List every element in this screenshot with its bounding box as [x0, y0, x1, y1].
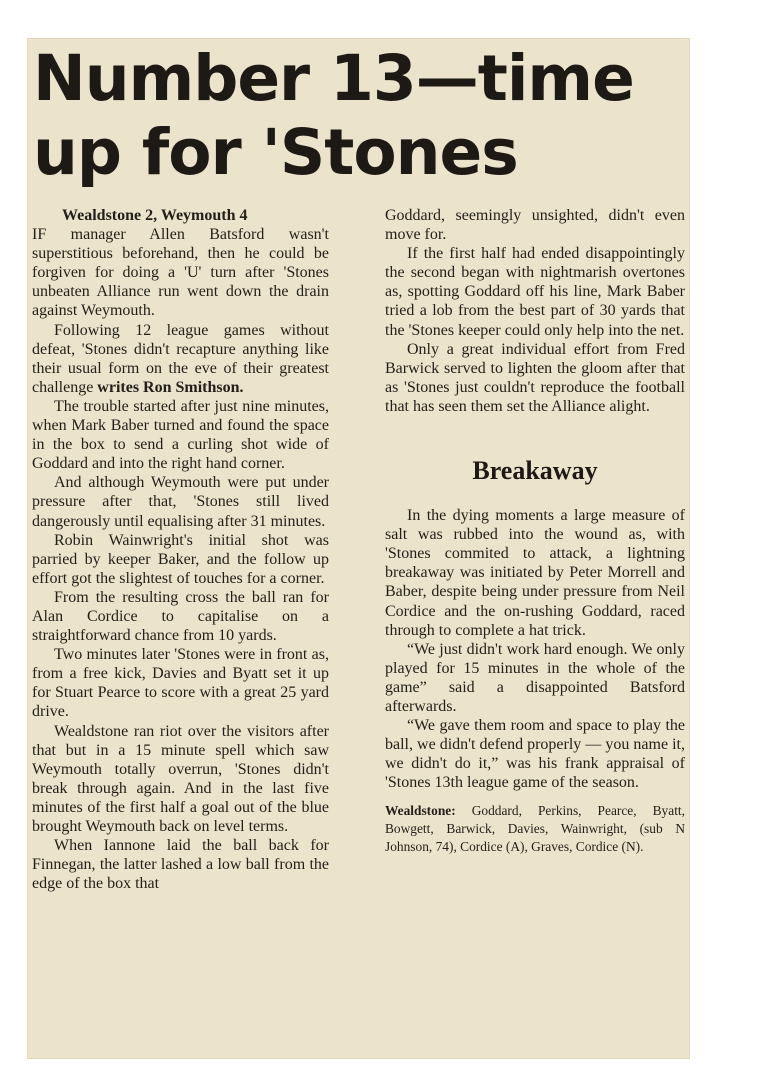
article-column-right — [385, 206, 685, 856]
paragraph: “We just didn't work hard enough. We only played for 15 minutes in the whole of the game” said a disappointed Batsford afterwards. — [385, 640, 685, 715]
paragraph: “We gave them room and space to play the ball, we didn't defend properly — you name it, we didn't do it,” was his frank appraisal of 'Stones 13th league game of the season. — [385, 717, 685, 792]
byline: writes Ron Smithson. — [97, 378, 244, 396]
article-column-left — [32, 206, 329, 893]
team-lineup — [385, 802, 685, 856]
paragraph: IF manager Allen Batsford wasn't superstitious beforehand, then he could be forgiven for doing a 'U' turn after 'Stones unbeaten Alliance run went down the drain against Weymouth. — [32, 226, 329, 320]
paragraph-text: Following 12 league games without defeat, 'Stones didn't recapture anything like their usual form on the eve of their greatest challenge — [32, 321, 329, 396]
subheading: Breakaway — [472, 456, 598, 486]
newspaper-clipping — [27, 38, 690, 1059]
paragraph: The trouble started after just nine minutes, when Mark Baber turned and found the space in the box to send a curling shot wide of Goddard and into the right hand corner. — [32, 397, 329, 473]
paragraph: Robin Wainwright's initial shot was parried by keeper Baker, and the follow up effort got the slightest of touches for a corner. — [32, 531, 329, 587]
article-headline: Number 13—time up for 'Stones — [33, 42, 634, 189]
paragraph: Only a great individual effort from Fred Barwick served to lighten the gloom after that as 'Stones just couldn't reproduce the football that has seen them set the Alliance alight. — [385, 340, 685, 415]
paragraph: And although Weymouth were put under pressure after that, 'Stones still lived dangerously until equalising after 31 minutes. — [32, 474, 329, 530]
paragraph: Goddard, seemingly unsighted, didn't even move for. — [385, 207, 685, 244]
paragraph — [32, 321, 329, 397]
team-list: Goddard, Perkins, Pearce, Byatt, Bowgett, Barwick, Davies, Wainwright, (sub N Johnson, 74), Cordice (A), Graves, Cordice (N). — [385, 803, 685, 855]
team-label: Wealdstone: — [385, 803, 456, 819]
paragraph: In the dying moments a large measure of salt was rubbed into the wound as, with 'Stones commited to attack, a lightning breakaway was initiated by Peter Morrell and Baber, despite being under pressure from Neil Cordice and the on-rushing Goddard, raced through to complete a hat trick. — [385, 507, 685, 639]
paragraph: When Iannone laid the ball back for Finnegan, the latter lashed a low ball from the edge of the box that — [32, 837, 329, 893]
scoreline: Wealdstone 2, Weymouth 4 — [62, 207, 248, 224]
paragraph: Wealdstone ran riot over the visitors after that but in a 15 minute spell which saw Weymouth totally overrun, 'Stones didn't break through again. And in the last five minutes of the first half a goal out of the blue brought Weymouth back on level terms. — [32, 722, 329, 835]
paragraph: Two minutes later 'Stones were in front as, from a free kick, Davies and Byatt set it up for Stuart Pearce to score with a great 25 yard drive. — [32, 646, 329, 721]
paragraph: From the resulting cross the ball ran for Alan Cordice to capitalise on a straightforward chance from 10 yards. — [32, 588, 329, 645]
paragraph: If the first half had ended disappointingly the second began with nightmarish overtones as, spotting Goddard off his line, Mark Baber tried a lob from the best part of 30 yards that the 'Stones keeper could only help into the net. — [385, 245, 685, 339]
